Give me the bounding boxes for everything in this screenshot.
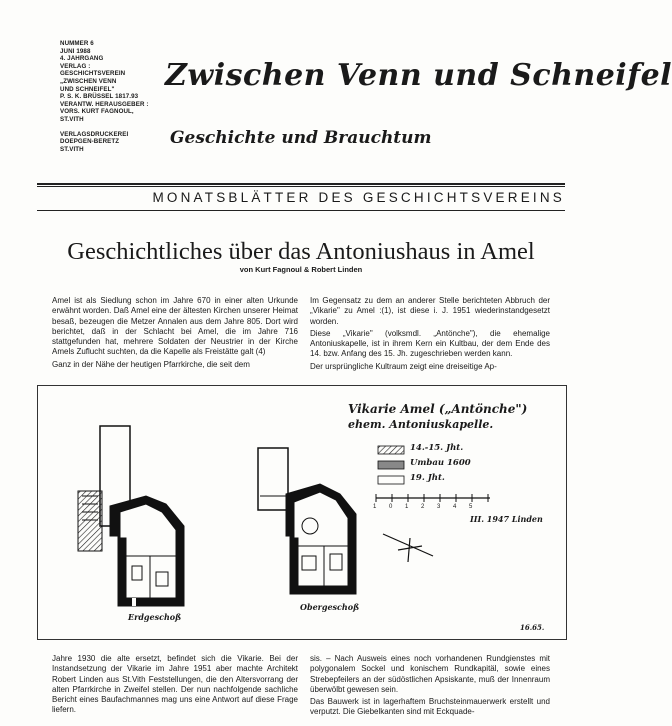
publication-info-line: UND SCHNEIFEL" bbox=[60, 85, 115, 93]
top-rule-thin bbox=[37, 186, 565, 187]
publication-info-line: JUNI 1988 bbox=[60, 47, 91, 55]
article-paragraph: Diese „Vikarie" (volksmdl. „Antönche"), die ehemalige Antoniuskapelle, ist in ihrem Kern ein Kultbau, der dem Ende des 14. bzw. Anfang des 15. Jh. zugeschrieben werden kann. bbox=[310, 328, 550, 359]
section-rule bbox=[37, 210, 565, 211]
legend-swatch-3 bbox=[378, 476, 404, 484]
article-paragraph: sis. – Nach Ausweis eines noch vorhandenen Rundgienstes mit polygonalem Sockel und konischem Rundkapitäl, sowie eines Strebepfeilers an der südöstlichen Apsiskante, muß der Innenraum überwölbt gewesen sein. bbox=[310, 654, 550, 694]
scale-label: 5 bbox=[469, 504, 473, 510]
masthead-title: Zwischen Venn und Schneifel bbox=[165, 58, 672, 93]
floor-plan-figure bbox=[37, 385, 567, 640]
article-authors: von Kurt Fagnoul & Robert Linden bbox=[239, 265, 363, 274]
upper-floor-plan bbox=[258, 448, 356, 594]
publication-info bbox=[60, 40, 160, 153]
publication-info-line: GESCHICHTSVEREIN bbox=[60, 70, 126, 78]
legend-swatch-2 bbox=[378, 461, 404, 469]
article-paragraph: Amel ist als Siedlung schon im Jahre 670 in einer alten Urkunde erwähnt worden. Daß Amel eine der ältesten Kirchen unserer Heimat besaß, bezeugen die Metzer Annalen aus dem Jahre 805. Dort wird berichtet, daß in der Schlacht bei Amel, die im Jahre 716 stattgefunden hat, mehrere Soldaten der Neustrier in der Kirche Amels Zuflucht suchten, da die Kapelle als Freistätte galt (4) bbox=[52, 296, 298, 357]
publication-info-line: VERLAG : bbox=[60, 62, 91, 70]
scale-label: 2 bbox=[421, 504, 425, 510]
printer-info-line: VERLAGSDRUCKEREI bbox=[60, 130, 129, 138]
article-title: Geschichtliches über das Antoniushaus in Amel bbox=[67, 238, 535, 265]
scale-label: 1 bbox=[405, 504, 409, 510]
publication-info-line: VERANTW. HERAUSGEBER : bbox=[60, 100, 149, 108]
upper-floor-label: Obergeschoß bbox=[300, 602, 360, 612]
figure-date-stamp: 16.65. bbox=[520, 623, 545, 632]
scale-label: 0 bbox=[389, 504, 393, 510]
publication-info-line: VORS. KURT FAGNOUL, bbox=[60, 108, 134, 116]
scale-bar bbox=[376, 494, 490, 502]
top-rule bbox=[37, 183, 565, 185]
masthead-subtitle: Geschichte und Brauchtum bbox=[170, 128, 432, 148]
article-paragraph: Jahre 1930 die alte ersetzt, befindet sich die Vikarie. Bei der Instandsetzung der Vikarie im Jahre 1951 aber machte Architekt Robert Linden aus St.Vith Feststellungen, die den Altersvorrang der alten Pfarrkirche in Zweifel stellen. Der nun nachfolgende sachliche Bericht eines Baufachmannes mag uns eine Antwort auf diese Frage liefern. bbox=[52, 654, 298, 715]
scale-label: 1 bbox=[373, 504, 377, 510]
legend-swatch-1 bbox=[378, 446, 404, 454]
article-column-left bbox=[52, 296, 298, 372]
publication-info-top bbox=[60, 40, 160, 124]
scale-label: 4 bbox=[453, 504, 457, 510]
publication-info-line: ST.VITH bbox=[60, 115, 84, 123]
publication-info-line: P. S. K. BRÜSSEL 1817.93 bbox=[60, 93, 139, 101]
publication-info-line: „ZWISCHEN VENN bbox=[60, 77, 117, 85]
ground-floor-label: Erdgeschoß bbox=[128, 612, 182, 622]
article-paragraph: Im Gegensatz zu dem an anderer Stelle berichteten Abbruch der „Vikarie" zu Amel :(1), ist diese i. J. 1951 wiederinstandgesetzt worden. bbox=[310, 296, 550, 326]
publication-info-printer bbox=[60, 131, 160, 154]
legend-label-3: 19. Jht. bbox=[410, 473, 445, 483]
article-paragraph: Ganz in der Nähe der heutigen Pfarrkirche, die seit dem bbox=[52, 359, 250, 369]
figure-signature: III. 1947 Linden bbox=[470, 514, 543, 524]
printer-info-line: DOEPGEN-BERETZ bbox=[60, 138, 120, 146]
article-paragraph: Das Bauwerk ist in lagerhaftem Bruchsteinmauerwerk erstellt und verputzt. Die Giebelkanten sind mit Eckquade- bbox=[310, 697, 550, 717]
section-heading: MONATSBLÄTTER DES GESCHICHTSVEREINS bbox=[152, 190, 565, 205]
publication-info-line: NUMMER 6 bbox=[60, 40, 94, 47]
legend-label-2: Umbau 1600 bbox=[410, 458, 471, 468]
article-column-left-continued bbox=[52, 654, 298, 718]
figure-heading-line2: ehem. Antoniuskapelle. bbox=[348, 418, 494, 431]
article-column-right-continued bbox=[310, 654, 550, 720]
article-paragraph: Der ursprüngliche Kultraum zeigt eine dreiseitige Ap- bbox=[310, 361, 497, 371]
publication-info-line: 4. JAHRGANG bbox=[60, 55, 104, 63]
legend-label-1: 14.-15. Jht. bbox=[410, 443, 464, 453]
scale-labels bbox=[373, 504, 485, 510]
printer-info-line: ST.VITH bbox=[60, 145, 84, 153]
article-column-right bbox=[310, 296, 550, 374]
scale-label: 3 bbox=[437, 504, 441, 510]
north-arrow-icon bbox=[383, 534, 433, 562]
figure-heading-line1: Vikarie Amel („Antönche") bbox=[348, 402, 528, 416]
ground-floor-plan bbox=[78, 426, 184, 606]
